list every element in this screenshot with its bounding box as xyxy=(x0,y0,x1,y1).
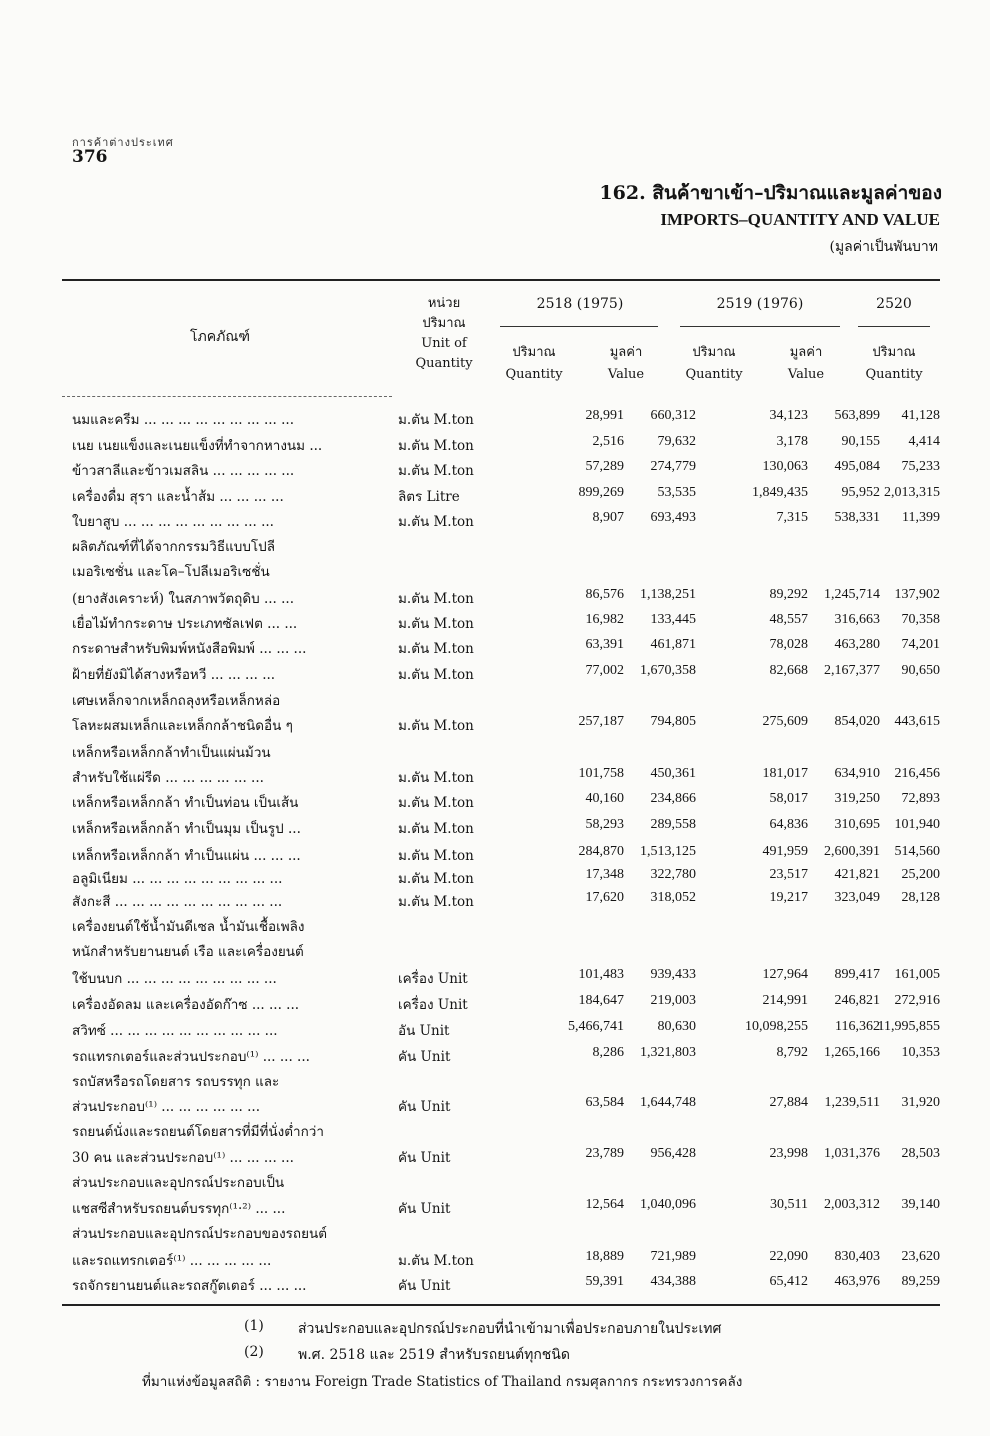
qty-2519-cell: 23,517 xyxy=(769,867,808,882)
unit-cell: ม.ตัน M.ton xyxy=(398,463,474,479)
value-2519-cell: 90,155 xyxy=(841,434,880,449)
qty-2520-cell: 101,940 xyxy=(894,817,940,832)
unit-cell: ม.ตัน M.ton xyxy=(398,591,474,607)
value-2519-cell: 495,084 xyxy=(834,459,880,474)
commodity-name: รถยนต์นั่งและรถยนต์โดยสารที่มีที่นั่งต่ำกว่า xyxy=(72,1124,324,1140)
qty-2520-cell: 90,650 xyxy=(901,663,940,678)
qty-2519-cell: 22,090 xyxy=(769,1249,808,1264)
value-2518-cell: 79,632 xyxy=(657,434,696,449)
table-row xyxy=(62,434,942,460)
table-row xyxy=(62,1146,942,1172)
source-note: ที่มาแห่งข้อมูลสถิติ : รายงาน Foreign Trade Statistics of Thailand กรมศุลกากร กระทรวงการคลัง xyxy=(142,1374,743,1390)
qty-2519-cell: 58,017 xyxy=(769,791,808,806)
page-number: 376 xyxy=(72,147,108,167)
qty-2520-cell: 89,259 xyxy=(901,1274,940,1289)
qty-2519-cell: 65,412 xyxy=(769,1274,808,1289)
qty-2520-cell: 272,916 xyxy=(894,993,940,1008)
qty-2519-cell: 1,849,435 xyxy=(752,485,808,500)
qty-2518-cell: 2,516 xyxy=(592,434,624,449)
val-header-2519 xyxy=(774,342,838,386)
table-row xyxy=(62,408,942,434)
qty-2519-cell: 130,063 xyxy=(762,459,808,474)
commodity-name: เนย เนยแข็งและเนยแข็งที่ทำจากหางนม ... xyxy=(72,438,323,454)
table-row xyxy=(62,1171,942,1197)
table-row xyxy=(62,890,942,916)
value-2519-cell: 2,600,391 xyxy=(824,844,880,859)
footnote-2-text: พ.ศ. 2518 และ 2519 สำหรับรถยนต์ทุกชนิด xyxy=(298,1347,570,1363)
value-2519-cell: 830,403 xyxy=(834,1249,880,1264)
year-rule-2520 xyxy=(858,326,930,327)
value-2518-cell: 794,805 xyxy=(650,714,696,729)
unit-cell: ม.ตัน M.ton xyxy=(398,641,474,657)
value-2518-cell: 53,535 xyxy=(657,485,696,500)
qty-2520-cell: 11,995,855 xyxy=(877,1019,940,1034)
value-2518-cell: 693,493 xyxy=(650,510,696,525)
table-row xyxy=(62,663,942,689)
unit-header-th1: หน่วย xyxy=(427,296,461,311)
commodity-name: เครื่องอัดลม และเครื่องอัดก๊าซ ... ... ... xyxy=(72,997,300,1013)
value-2518-cell: 450,361 xyxy=(650,766,696,781)
qty-header-2520 xyxy=(858,342,930,386)
value-2519-cell: 1,265,166 xyxy=(824,1045,880,1060)
year-header-2518: 2518 (1975) xyxy=(536,296,624,312)
qty-2519-cell: 82,668 xyxy=(769,663,808,678)
commodity-name: รถจักรยานยนต์และรถสกู๊ตเตอร์ ... ... ... xyxy=(72,1278,307,1294)
table-row xyxy=(62,1019,942,1045)
qty-2518-cell: 28,991 xyxy=(585,408,624,423)
qty-2518-cell: 17,348 xyxy=(585,867,624,882)
year-rule-2519 xyxy=(680,326,840,327)
value-2518-cell: 1,513,125 xyxy=(640,844,696,859)
qty-2520-cell: 11,399 xyxy=(902,510,940,525)
value-2518-cell: 1,138,251 xyxy=(640,587,696,602)
qty-2520-cell: 23,620 xyxy=(901,1249,940,1264)
unit-header xyxy=(404,294,484,374)
qty-2518-cell: 58,293 xyxy=(585,817,624,832)
value-2518-cell: 219,003 xyxy=(650,993,696,1008)
qty-2519-cell: 8,792 xyxy=(776,1045,808,1060)
value-2519-cell: 1,245,714 xyxy=(824,587,880,602)
value-2518-cell: 1,321,803 xyxy=(640,1045,696,1060)
commodity-name: สังกะสี ... ... ... ... ... ... ... ... ... ... xyxy=(72,894,283,910)
unit-cell: คัน Unit xyxy=(398,1049,451,1065)
commodity-name: ส่วนประกอบและอุปกรณ์ประกอบของรถยนต์ xyxy=(72,1226,328,1242)
value-2519-cell: 116,362 xyxy=(835,1019,880,1034)
qty-2520-cell: 70,358 xyxy=(901,612,940,627)
value-unit-note: (มูลค่าเป็นพันบาท xyxy=(829,239,938,255)
qty-2519-cell: 127,964 xyxy=(762,967,808,982)
commodity-name: เหล็กหรือเหล็กกล้า ทำเป็นท่อน เป็นเส้น xyxy=(72,795,299,811)
commodity-name: ใช้บนบก ... ... ... ... ... ... ... ... ... xyxy=(72,971,277,987)
value-2519-cell: 563,899 xyxy=(834,408,880,423)
value-2518-cell: 318,052 xyxy=(650,890,696,905)
table-row xyxy=(62,741,942,767)
qty-2520-cell: 216,456 xyxy=(894,766,940,781)
table-bottom-rule xyxy=(62,1304,940,1306)
unit-cell: คัน Unit xyxy=(398,1278,451,1294)
value-2519-cell: 2,167,377 xyxy=(824,663,880,678)
unit-cell: ม.ตัน M.ton xyxy=(398,871,474,887)
commodity-name: เศษเหล็กจากเหล็กถลุงหรือเหล็กหล่อ xyxy=(72,693,281,709)
qty-2518-cell: 12,564 xyxy=(585,1197,624,1212)
qty-2519-cell: 275,609 xyxy=(762,714,808,729)
val-th: มูลค่า xyxy=(789,345,823,360)
qty-2518-cell: 59,391 xyxy=(585,1274,624,1289)
qty-2518-cell: 101,483 xyxy=(578,967,624,982)
qty-2520-cell: 25,200 xyxy=(901,867,940,882)
header-top: การค้าต่างประเทศ xyxy=(72,136,174,149)
qty-2518-cell: 5,466,741 xyxy=(568,1019,624,1034)
qty-2518-cell: 23,789 xyxy=(585,1146,624,1161)
qty-2519-cell: 48,557 xyxy=(769,612,808,627)
commodity-name: แชสซีสำหรับรถยนต์บรรทุก⁽¹·²⁾ ... ... xyxy=(72,1201,286,1217)
unit-cell: ม.ตัน M.ton xyxy=(398,514,474,530)
unit-cell: ม.ตัน M.ton xyxy=(398,616,474,632)
table-row xyxy=(62,967,942,993)
value-2519-cell: 463,976 xyxy=(834,1274,880,1289)
commodity-name: ส่วนประกอบและอุปกรณ์ประกอบเป็น xyxy=(72,1175,285,1191)
qty-2518-cell: 101,758 xyxy=(578,766,624,781)
qty-2520-cell: 75,233 xyxy=(901,459,940,474)
table-row xyxy=(62,587,942,613)
commodity-name: ฝ้ายที่ยังมิได้สางหรือหวี ... ... ... ... xyxy=(72,667,276,683)
qty-2520-cell: 514,560 xyxy=(894,844,940,859)
table-row xyxy=(62,459,942,485)
commodity-name: เหล็กหรือเหล็กกล้า ทำเป็นมุม เป็นรูป ... xyxy=(72,821,301,837)
value-2519-cell: 95,952 xyxy=(841,485,880,500)
unit-cell: ม.ตัน M.ton xyxy=(398,438,474,454)
unit-cell: ม.ตัน M.ton xyxy=(398,770,474,786)
table-top-rule xyxy=(62,279,940,281)
qty-2520-cell: 39,140 xyxy=(901,1197,940,1212)
unit-cell: ม.ตัน M.ton xyxy=(398,718,474,734)
table-row xyxy=(62,1045,942,1071)
qty-2520-cell: 137,902 xyxy=(894,587,940,602)
table-row xyxy=(62,535,942,561)
qty-2520-cell: 10,353 xyxy=(901,1045,940,1060)
qty-2518-cell: 8,286 xyxy=(592,1045,624,1060)
value-2518-cell: 434,388 xyxy=(650,1274,696,1289)
commodity-name: ผลิตภัณฑ์ที่ได้จากกรรมวิธีแบบโปลี xyxy=(72,539,276,555)
unit-cell: ม.ตัน M.ton xyxy=(398,667,474,683)
table-row xyxy=(62,612,942,638)
value-2519-cell: 246,821 xyxy=(834,993,880,1008)
value-2519-cell: 538,331 xyxy=(834,510,880,525)
commodity-name: เยื่อไม้ทำกระดาษ ประเภทซัลเฟต ... ... xyxy=(72,616,298,632)
commodity-name: (ยางสังเคราะห์) ในสภาพวัตถุดิบ ... ... xyxy=(72,591,294,607)
qty-2519-cell: 27,884 xyxy=(769,1095,808,1110)
unit-header-th2: ปริมาณ xyxy=(422,316,466,331)
value-2518-cell: 133,445 xyxy=(650,612,696,627)
val-en: Value xyxy=(607,367,645,382)
table-row xyxy=(62,1070,942,1096)
table-row xyxy=(62,1222,942,1248)
qty-2519-cell: 3,178 xyxy=(776,434,808,449)
qty-2518-cell: 17,620 xyxy=(585,890,624,905)
qty-2519-cell: 491,959 xyxy=(762,844,808,859)
qty-2518-cell: 899,269 xyxy=(578,485,624,500)
table-row xyxy=(62,714,942,740)
unit-header-en1: Unit of xyxy=(421,336,467,351)
value-2519-cell: 854,020 xyxy=(834,714,880,729)
commodity-name: โลหะผสมเหล็กและเหล็กกล้าชนิดอื่น ๆ xyxy=(72,718,293,734)
value-2518-cell: 1,670,358 xyxy=(640,663,696,678)
commodity-name: สำหรับใช้แผ่รีด ... ... ... ... ... ... xyxy=(72,770,264,786)
commodity-name: และรถแทรกเตอร์⁽¹⁾ ... ... ... ... ... xyxy=(72,1253,272,1269)
value-2519-cell: 899,417 xyxy=(834,967,880,982)
value-2519-cell: 2,003,312 xyxy=(824,1197,880,1212)
unit-cell: ม.ตัน M.ton xyxy=(398,795,474,811)
unit-cell: ลิตร Litre xyxy=(398,489,460,505)
qty-2518-cell: 77,002 xyxy=(585,663,624,678)
qty-en: Quantity xyxy=(685,367,743,382)
commodity-name: ส่วนประกอบ⁽¹⁾ ... ... ... ... ... ... xyxy=(72,1099,261,1115)
qty-2519-cell: 10,098,255 xyxy=(745,1019,808,1034)
val-th: มูลค่า xyxy=(609,345,643,360)
table-row xyxy=(62,485,942,511)
qty-2518-cell: 284,870 xyxy=(578,844,624,859)
unit-cell: ม.ตัน M.ton xyxy=(398,1253,474,1269)
commodity-name: เหล็กหรือเหล็กกล้า ทำเป็นแผ่น ... ... ... xyxy=(72,848,301,864)
table-row xyxy=(62,993,942,1019)
qty-2520-cell: 161,005 xyxy=(894,967,940,982)
footnote-2-mark: (2) xyxy=(244,1344,264,1360)
value-2519-cell: 310,695 xyxy=(834,817,880,832)
qty-header-2519 xyxy=(680,342,748,386)
unit-cell: อัน Unit xyxy=(398,1023,450,1039)
qty-2519-cell: 181,017 xyxy=(762,766,808,781)
qty-2519-cell: 23,998 xyxy=(769,1146,808,1161)
value-2519-cell: 1,031,376 xyxy=(824,1146,880,1161)
qty-2520-cell: 2,013,315 xyxy=(884,485,940,500)
qty-2519-cell: 34,123 xyxy=(769,408,808,423)
commodity-name: สวิทซ์ ... ... ... ... ... ... ... ... ... ... xyxy=(72,1023,278,1039)
qty-2518-cell: 57,289 xyxy=(585,459,624,474)
table-row xyxy=(62,689,942,715)
commodity-name: ข้าวสาลีและข้าวเมสลิน ... ... ... ... ... xyxy=(72,463,295,479)
qty-en: Quantity xyxy=(505,367,563,382)
table-row xyxy=(62,1249,942,1275)
qty-2519-cell: 89,292 xyxy=(769,587,808,602)
qty-2519-cell: 64,836 xyxy=(769,817,808,832)
unit-header-en2: Quantity xyxy=(415,356,473,371)
commodity-name: อลูมิเนียม ... ... ... ... ... ... ... ... ... xyxy=(72,871,283,887)
table-row xyxy=(62,940,942,966)
unit-cell: คัน Unit xyxy=(398,1201,451,1217)
qty-2520-cell: 4,414 xyxy=(908,434,940,449)
table-row xyxy=(62,1120,942,1146)
value-2518-cell: 721,989 xyxy=(650,1249,696,1264)
value-2519-cell: 323,049 xyxy=(834,890,880,905)
unit-cell: เครื่อง Unit xyxy=(398,971,468,987)
qty-th: ปริมาณ xyxy=(692,345,736,360)
table-row xyxy=(62,766,942,792)
table-row xyxy=(62,637,942,663)
value-2518-cell: 660,312 xyxy=(650,408,696,423)
table-row xyxy=(62,510,942,536)
table-row xyxy=(62,817,942,843)
qty-2518-cell: 184,647 xyxy=(578,993,624,1008)
qty-2518-cell: 8,907 xyxy=(592,510,624,525)
title-thai: 162. สินค้าขาเข้า–ปริมาณและมูลค่าของ xyxy=(599,182,942,204)
qty-2519-cell: 19,217 xyxy=(769,890,808,905)
commodity-name: เมอริเซชั่น และโค–โปลีเมอริเซชั่น xyxy=(72,564,270,580)
qty-2518-cell: 40,160 xyxy=(585,791,624,806)
table-row xyxy=(62,1274,942,1300)
qty-th: ปริมาณ xyxy=(512,345,556,360)
value-2519-cell: 463,280 xyxy=(834,637,880,652)
year-rule-2518 xyxy=(500,326,658,327)
qty-2518-cell: 16,982 xyxy=(585,612,624,627)
qty-2519-cell: 7,315 xyxy=(776,510,808,525)
header-dashed-rule xyxy=(62,396,392,397)
qty-2520-cell: 31,920 xyxy=(901,1095,940,1110)
value-2518-cell: 322,780 xyxy=(650,867,696,882)
commodity-name: ใบยาสูบ ... ... ... ... ... ... ... ... ... xyxy=(72,514,274,530)
qty-2520-cell: 41,128 xyxy=(901,408,940,423)
qty-2518-cell: 18,889 xyxy=(585,1249,624,1264)
qty-2518-cell: 86,576 xyxy=(585,587,624,602)
commodity-name: กระดาษสำหรับพิมพ์หนังสือพิมพ์ ... ... ... xyxy=(72,641,307,657)
val-en: Value xyxy=(787,367,825,382)
commodity-name: หนักสำหรับยานยนต์ เรือ และเครื่องยนต์ xyxy=(72,944,304,960)
commodity-name: เครื่องดื่ม สุรา และน้ำส้ม ... ... ... ... xyxy=(72,489,284,505)
qty-2520-cell: 28,128 xyxy=(901,890,940,905)
value-2518-cell: 461,871 xyxy=(650,637,696,652)
unit-cell: ม.ตัน M.ton xyxy=(398,821,474,837)
qty-2519-cell: 78,028 xyxy=(769,637,808,652)
qty-2519-cell: 214,991 xyxy=(762,993,808,1008)
value-2518-cell: 289,558 xyxy=(650,817,696,832)
val-header-2518 xyxy=(594,342,658,386)
value-2518-cell: 80,630 xyxy=(657,1019,696,1034)
table-row xyxy=(62,915,942,941)
value-2519-cell: 634,910 xyxy=(834,766,880,781)
unit-cell: คัน Unit xyxy=(398,1150,451,1166)
table-row xyxy=(62,560,942,586)
commodity-header: โภคภัณฑ์ xyxy=(190,329,250,345)
value-2519-cell: 319,250 xyxy=(834,791,880,806)
qty-2518-cell: 63,584 xyxy=(585,1095,624,1110)
commodity-name: เหล็กหรือเหล็กกล้าทำเป็นแผ่นม้วน xyxy=(72,745,271,761)
value-2518-cell: 1,644,748 xyxy=(640,1095,696,1110)
qty-header-2518 xyxy=(500,342,568,386)
qty-2518-cell: 257,187 xyxy=(578,714,624,729)
qty-2520-cell: 74,201 xyxy=(901,637,940,652)
value-2518-cell: 1,040,096 xyxy=(640,1197,696,1212)
qty-2519-cell: 30,511 xyxy=(770,1197,808,1212)
unit-cell: ม.ตัน M.ton xyxy=(398,894,474,910)
footnote-1-mark: (1) xyxy=(244,1318,264,1334)
unit-cell: ม.ตัน M.ton xyxy=(398,412,474,428)
value-2519-cell: 421,821 xyxy=(834,867,880,882)
value-2518-cell: 274,779 xyxy=(650,459,696,474)
commodity-name: เครื่องยนต์ใช้น้ำมันดีเซล น้ำมันเชื้อเพลิง xyxy=(72,919,305,935)
qty-en: Quantity xyxy=(865,367,923,382)
title-english: IMPORTS–QUANTITY AND VALUE xyxy=(660,210,940,229)
value-2519-cell: 316,663 xyxy=(834,612,880,627)
value-2518-cell: 234,866 xyxy=(650,791,696,806)
commodity-name: รถแทรกเตอร์และส่วนประกอบ⁽¹⁾ ... ... ... xyxy=(72,1049,310,1065)
value-2519-cell: 1,239,511 xyxy=(824,1095,880,1110)
qty-2518-cell: 63,391 xyxy=(585,637,624,652)
table-row xyxy=(62,1095,942,1121)
commodity-name: รถบัสหรือรถโดยสาร รถบรรทุก และ xyxy=(72,1074,280,1090)
value-2518-cell: 939,433 xyxy=(650,967,696,982)
qty-2520-cell: 443,615 xyxy=(894,714,940,729)
qty-2520-cell: 72,893 xyxy=(901,791,940,806)
value-2518-cell: 956,428 xyxy=(650,1146,696,1161)
unit-cell: คัน Unit xyxy=(398,1099,451,1115)
qty-2520-cell: 28,503 xyxy=(901,1146,940,1161)
qty-th: ปริมาณ xyxy=(872,345,916,360)
year-header-2520: 2520 xyxy=(876,296,912,312)
table-row xyxy=(62,791,942,817)
year-header-2519: 2519 (1976) xyxy=(716,296,804,312)
unit-cell: ม.ตัน M.ton xyxy=(398,848,474,864)
table-row xyxy=(62,1197,942,1223)
commodity-name: นมและครีม ... ... ... ... ... ... ... ... ... xyxy=(72,412,295,428)
footnote-1-text: ส่วนประกอบและอุปกรณ์ประกอบที่นำเข้ามาเพื่อประกอบภายในประเทศ xyxy=(298,1321,722,1337)
commodity-name: 30 คน และส่วนประกอบ⁽¹⁾ ... ... ... ... xyxy=(72,1150,294,1166)
unit-cell: เครื่อง Unit xyxy=(398,997,468,1013)
